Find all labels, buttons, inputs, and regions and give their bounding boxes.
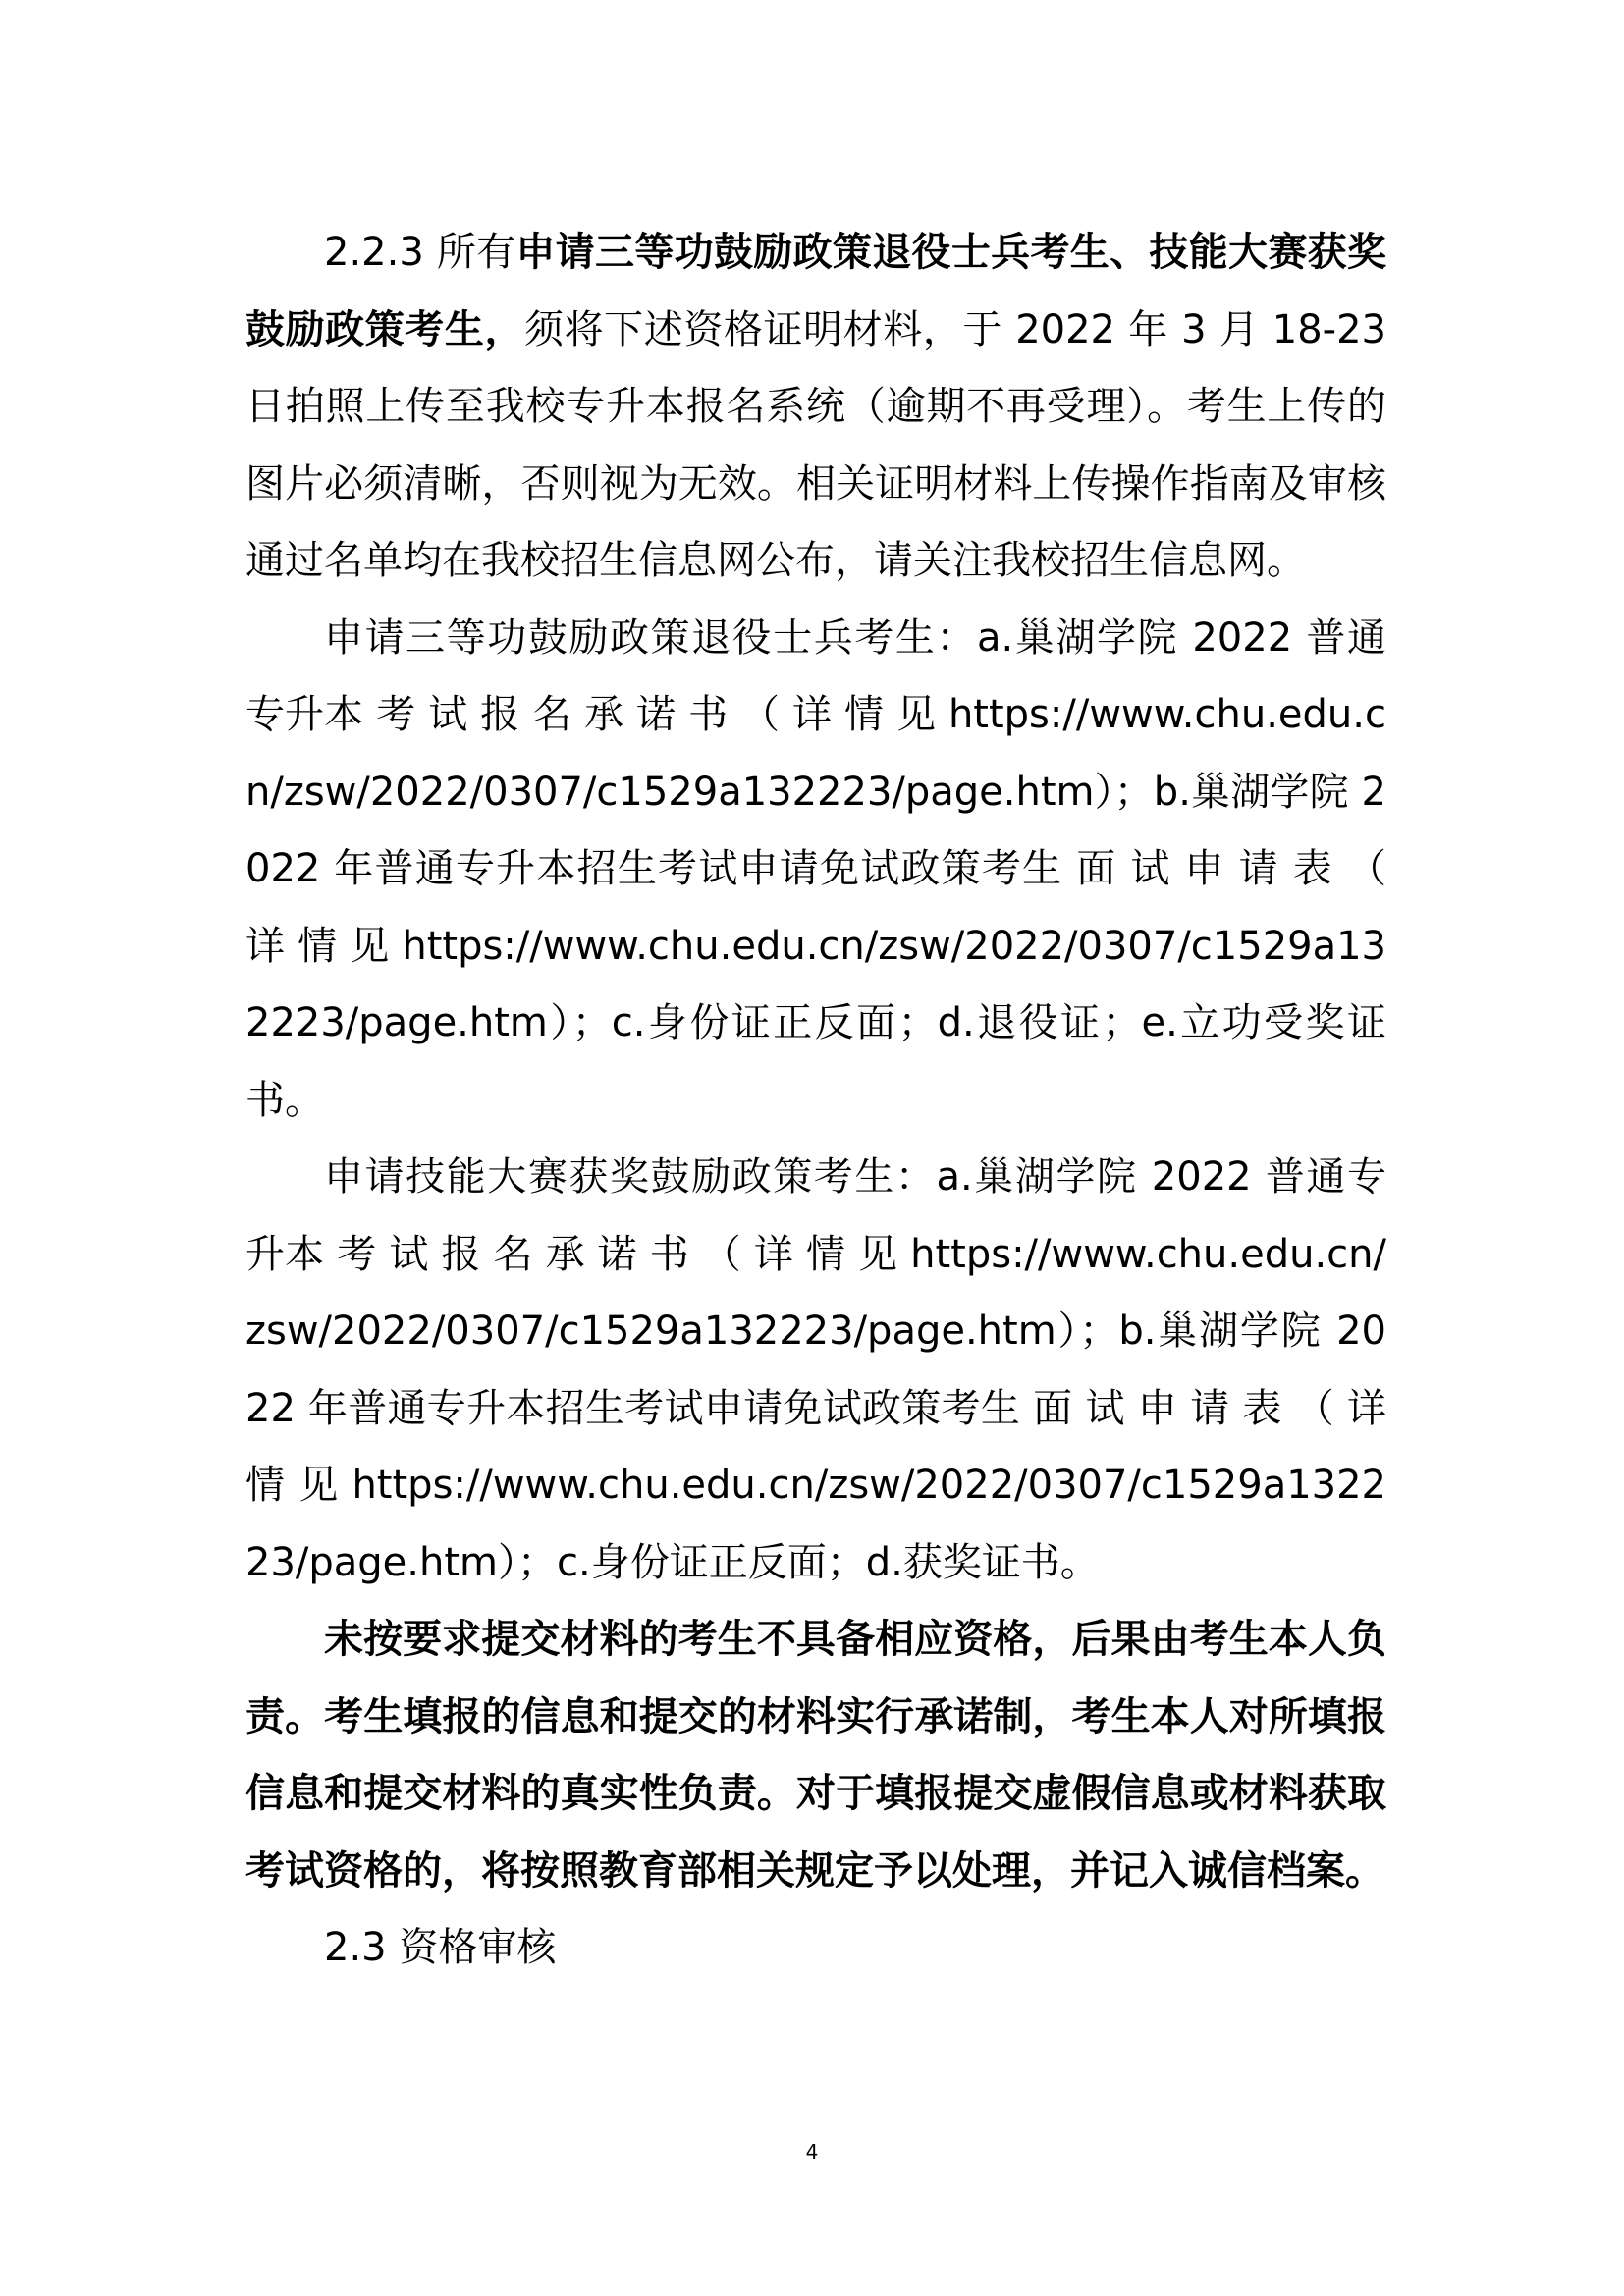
document-body <box>245 214 1386 1987</box>
veteran-materials-paragraph: 申请三等功鼓励政策退役士兵考生：a.巢湖学院 2022 普通专升本 考 试 报 名 承 诺 书 （ 详 情 见 https://www.chu.edu.cn/zsw/2022/0307/c1529a132223/page.htm）；b.巢湖学院 2022 年普通专升本招生考试申请免试政策考生 面 试 申 请 表 （ 详 情 见 https://www.chu.edu.cn/zsw/2022/0307/c1529a132223/page.htm）；c.身份证正反面；d.退役证；e.立功受奖证书。 <box>245 614 1386 1123</box>
skills-materials-paragraph: 申请技能大赛获奖鼓励政策考生：a.巢湖学院 2022 普通专升本 考 试 报 名 承 诺 书 （ 详 情 见 https://www.chu.edu.cn/zsw/2022/0307/c1529a132223/page.htm）；b.巢湖学院 2022 年普通专升本招生考试申请免试政策考生 面 试 申 请 表 （ 详 情 见 https://www.chu.edu.cn/zsw/2022/0307/c1529a132223/page.htm）；c.身份证正反面；d.获奖证书。 <box>245 1154 1386 1585</box>
section-2-2-3-paragraph <box>245 214 1386 600</box>
warning-paragraph: 未按要求提交材料的考生不具备相应资格，后果由考生本人负责。考生填报的信息和提交的材料实行承诺制，考生本人对所填报信息和提交材料的真实性负责。对于填报提交虚假信息或材料获取考试资格的，将按照教育部相关规定予以处理，并记入诚信档案。 <box>245 1617 1386 1894</box>
section-2-2-3-number: 2.2.3 <box>324 230 424 275</box>
section-2-3-heading <box>245 1909 1386 1987</box>
section-2-2-3-body: 须将下述资格证明材料，于 2022 年 3 月 18-23 日拍照上传至我校专升本报名系统（逾期不再受理）。考生上传的图片必须清晰，否则视为无效。相关证明材料上传操作指南及审核通过名单均在我校招生信息网公布，请关注我校招生信息网。 <box>245 306 1386 583</box>
section-2-2-3-comma: ， <box>484 306 525 352</box>
section-2-2-3-bold-subject: 申请三等功鼓励政策退役士兵考生、技能大赛获奖鼓励政策考生 <box>245 230 1386 352</box>
page-number: 4 <box>805 2140 819 2163</box>
section-2-3-title: 资格审核 <box>399 1925 557 1970</box>
section-2-2-3-lead: 所有 <box>436 230 516 275</box>
section-2-3-number: 2.3 <box>324 1925 387 1970</box>
